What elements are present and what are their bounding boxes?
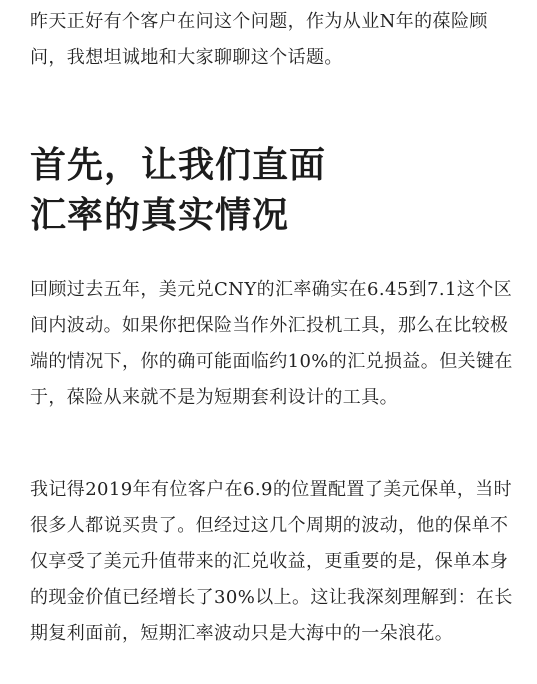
heading-line-1: 首先，让我们直面 [30, 144, 327, 186]
body-paragraph-1: 回顾过去五年，美元兑CNY的汇率确实在6.45到7.1这个区间内波动。如果你把保险当作外汇投机工具，那么在比较极端的情况下，你的确可能面临约10%的汇兑损益。但关键在于，葆险从来就不是为短期套利设计的工具。 [30, 279, 513, 408]
intro-paragraph: 昨天正好有个客户在问这个问题，作为从业N年的葆险顾问，我想坦诚地和大家聊聊这个话题。 [30, 11, 488, 68]
section-heading [30, 140, 520, 240]
heading-line-2: 汇率的真实情况 [30, 194, 290, 236]
body-paragraph-2: 我记得2019年有位客户在6.9的位置配置了美元保单，当时很多人都说买贵了。但经过这几个周期的波动，他的保单不仅享受了美元升值带来的汇兑收益，更重要的是，保单本身的现金价值已经增长了30%以上。这让我深刻理解到：在长期复利面前，短期汇率波动只是大海中的一朵浪花。 [30, 479, 513, 644]
